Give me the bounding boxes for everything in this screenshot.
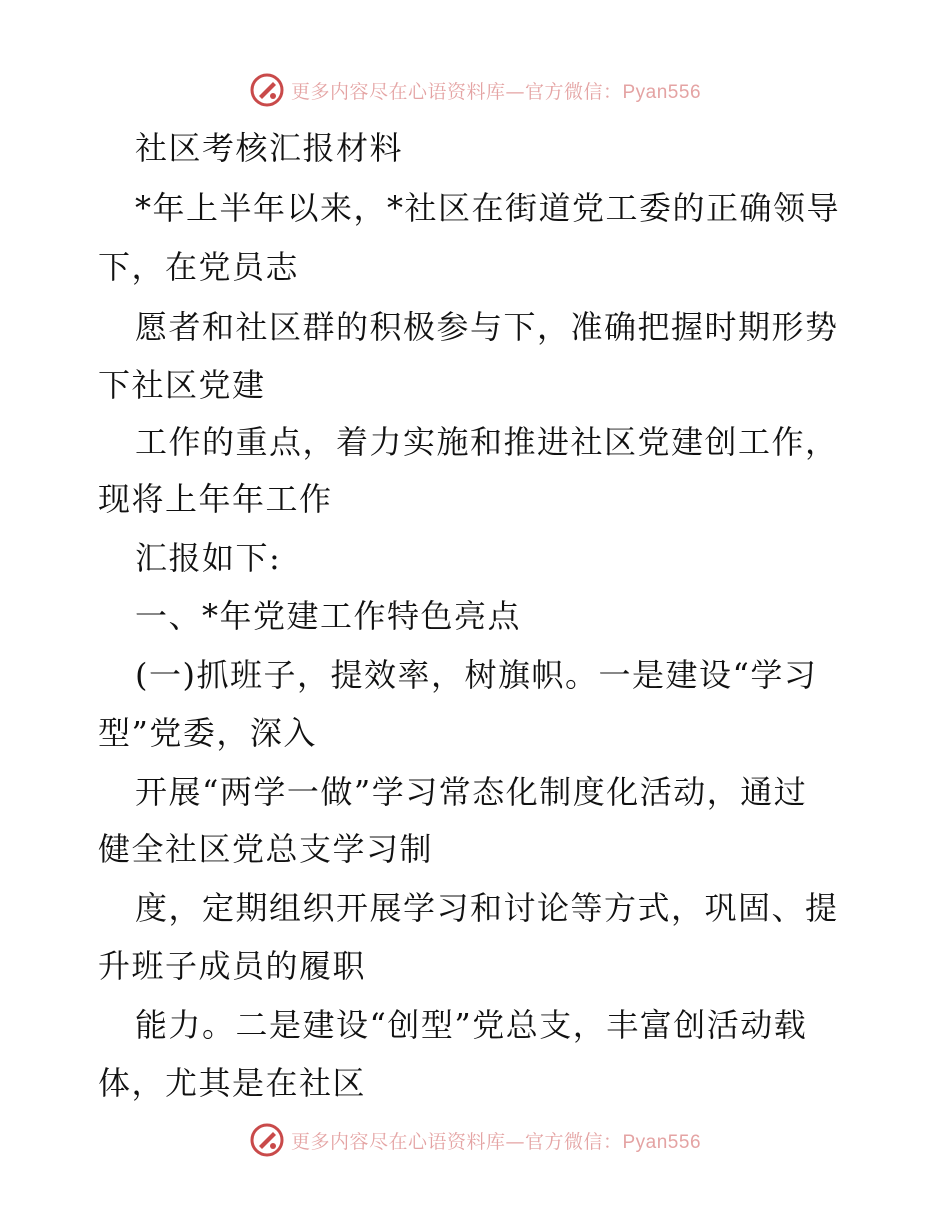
paragraph-line: 升班子成员的履职 [98,947,367,985]
watermark-logo-icon [249,1122,285,1158]
paragraph-line: 下，在党员志 [98,248,300,286]
paragraph-line: *年上半年以来，*社区在街道党工委的正确领导 [135,189,841,227]
footer-watermark [0,1120,950,1160]
paragraph-line: 体，尤其是在社区 [98,1064,367,1102]
paragraph-line: 度，定期组织开展学习和讨论等方式，巩固、提 [135,889,839,927]
paragraph-line: 汇报如下: [135,539,282,577]
paragraph-line: 愿者和社区群的积极参与下，准确把握时期形势 [135,308,839,346]
section-heading: 一、*年党建工作特色亮点 [135,597,522,635]
paragraph-line: 开展“两学一做”学习常态化制度化活动，通过 [135,773,808,811]
watermark-text: 更多内容尽在心语资料库—官方微信：Pyan556 [290,80,702,103]
paragraph-line: 现将上年年工作 [98,480,333,518]
header-watermark [0,70,950,110]
paragraph-line: 型”党委，深入 [98,714,317,752]
paragraph-line: 能力。二是建设“创型”党总支，丰富创活动载 [135,1006,808,1044]
paragraph-line: 下社区党建 [98,366,266,404]
document-title: 社区考核汇报材料 [135,129,404,167]
paragraph-line: 健全社区党总支学习制 [98,830,434,868]
watermark-text: 更多内容尽在心语资料库—官方微信：Pyan556 [290,1130,702,1153]
paragraph-line: (一)抓班子，提效率，树旗帜。一是建设“学习 [135,656,818,694]
paragraph-line: 工作的重点，着力实施和推进社区党建创工作， [135,423,839,461]
watermark-logo-icon [249,72,285,108]
